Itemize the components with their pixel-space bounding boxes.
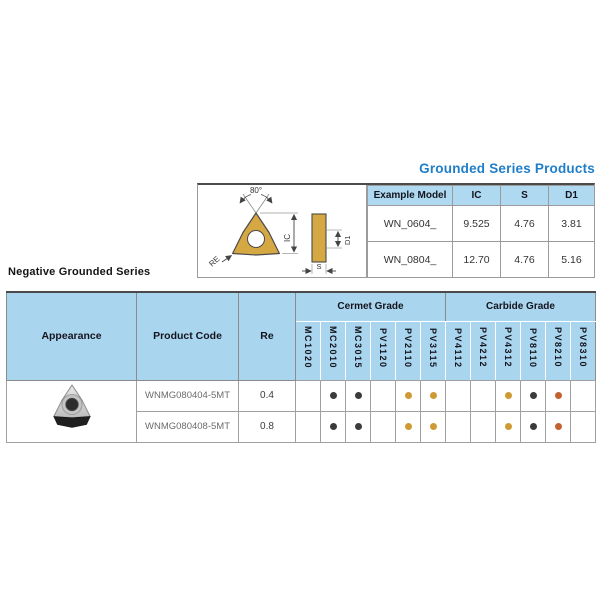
header-grade-pv3115: PV3115 — [421, 321, 446, 380]
angle-label: 80° — [249, 186, 263, 195]
spec-model: WN_0604_ — [368, 206, 453, 242]
grade-cell — [546, 411, 571, 442]
grade-cell — [571, 411, 596, 442]
grade-cell — [496, 380, 521, 411]
d1-label: D1 — [343, 235, 352, 245]
spec-header-row — [368, 186, 595, 206]
spec-table — [367, 185, 595, 278]
grade-cell — [446, 411, 471, 442]
header-grade-pv4112: PV4112 — [446, 321, 471, 380]
header-grade-pv8110: PV8110 — [521, 321, 546, 380]
grade-cell — [446, 380, 471, 411]
grade-dot — [330, 423, 337, 430]
grade-dot — [555, 392, 562, 399]
spec-model: WN_0804_ — [368, 242, 453, 278]
grade-cell — [521, 411, 546, 442]
grade-cell — [346, 411, 371, 442]
grade-dot — [330, 392, 337, 399]
grade-cell — [321, 411, 346, 442]
section-heading: Negative Grounded Series — [8, 266, 151, 278]
grade-dot — [405, 423, 412, 430]
grade-dot — [430, 392, 437, 399]
spec-s: 4.76 — [501, 206, 549, 242]
header-appearance: Appearance — [7, 292, 137, 380]
insert-hole — [248, 231, 265, 248]
spec-header-s: S — [501, 186, 549, 206]
spec-header-ic: IC — [453, 186, 501, 206]
header-product-code: Product Code — [137, 292, 239, 380]
grade-dot — [505, 423, 512, 430]
grade-cell — [371, 380, 396, 411]
main-table-wrap — [6, 291, 596, 443]
grade-group-header-row — [7, 292, 596, 321]
grade-cell — [521, 380, 546, 411]
grade-cell — [546, 380, 571, 411]
grade-cell — [396, 380, 421, 411]
re-value: 0.4 — [239, 380, 296, 411]
angle-arrow-right — [261, 195, 272, 204]
spec-table-wrap — [367, 185, 595, 277]
header-grade-pv2110: PV2110 — [396, 321, 421, 380]
highlight — [61, 389, 67, 393]
product-code: WNMG080404-5MT — [137, 380, 239, 411]
spec-ic: 9.525 — [453, 206, 501, 242]
grade-cell — [296, 380, 321, 411]
spec-header-example-model: Example Model — [368, 186, 453, 206]
d1-extension-lines — [327, 230, 342, 248]
grade-dot — [355, 392, 362, 399]
insert-side-view — [312, 214, 326, 262]
grade-table — [6, 291, 596, 443]
grade-cell — [471, 411, 496, 442]
insert-bottom-chamfer — [53, 416, 89, 427]
insert-photo — [37, 381, 107, 437]
grade-cell — [321, 380, 346, 411]
grade-cell — [421, 411, 446, 442]
angle-lines — [243, 194, 269, 213]
s-label: S — [316, 262, 322, 271]
header-grade-pv1120: PV1120 — [371, 321, 396, 380]
grade-cell — [571, 380, 596, 411]
insert-drawing — [198, 185, 366, 278]
grade-cell — [396, 411, 421, 442]
spec-row — [368, 242, 595, 278]
header-grade-mc3015: MC3015 — [346, 321, 371, 380]
spec-header-d1: D1 — [549, 186, 595, 206]
spec-d1: 5.16 — [549, 242, 595, 278]
re-label: RE — [207, 254, 222, 269]
header-carbide-grade: Carbide Grade — [446, 292, 596, 321]
header-re: Re — [239, 292, 296, 380]
grade-cell — [296, 411, 321, 442]
re-value: 0.8 — [239, 411, 296, 442]
grade-dot — [530, 423, 537, 430]
grade-cell — [496, 411, 521, 442]
product-row — [7, 380, 596, 411]
page-title: Grounded Series Products — [419, 161, 595, 176]
header-cermet-grade: Cermet Grade — [296, 292, 446, 321]
header-grade-pv8310: PV8310 — [571, 321, 596, 380]
grade-cell — [371, 411, 396, 442]
spec-row — [368, 206, 595, 242]
spec-ic: 12.70 — [453, 242, 501, 278]
angle-arrow-left — [240, 195, 251, 204]
hole-bore — [65, 398, 78, 411]
spec-s: 4.76 — [501, 242, 549, 278]
header-grade-pv4312: PV4312 — [496, 321, 521, 380]
grade-dot — [530, 392, 537, 399]
insert-dimension-diagram — [198, 185, 367, 277]
grade-dot — [505, 392, 512, 399]
grade-dot — [555, 423, 562, 430]
grade-cell — [346, 380, 371, 411]
grade-dot — [405, 392, 412, 399]
re-arrow — [222, 256, 232, 263]
grade-dot — [355, 423, 362, 430]
header-grade-mc2010: MC2010 — [321, 321, 346, 380]
spec-d1: 3.81 — [549, 206, 595, 242]
appearance-photo-cell — [7, 380, 137, 442]
grounded-series-panel — [197, 183, 595, 278]
header-grade-pv4212: PV4212 — [471, 321, 496, 380]
ic-label: IC — [283, 234, 292, 242]
grade-cell — [471, 380, 496, 411]
product-code: WNMG080408-5MT — [137, 411, 239, 442]
header-grade-mc1020: MC1020 — [296, 321, 321, 380]
grade-dot — [430, 423, 437, 430]
header-grade-pv8210: PV8210 — [546, 321, 571, 380]
grade-cell — [421, 380, 446, 411]
